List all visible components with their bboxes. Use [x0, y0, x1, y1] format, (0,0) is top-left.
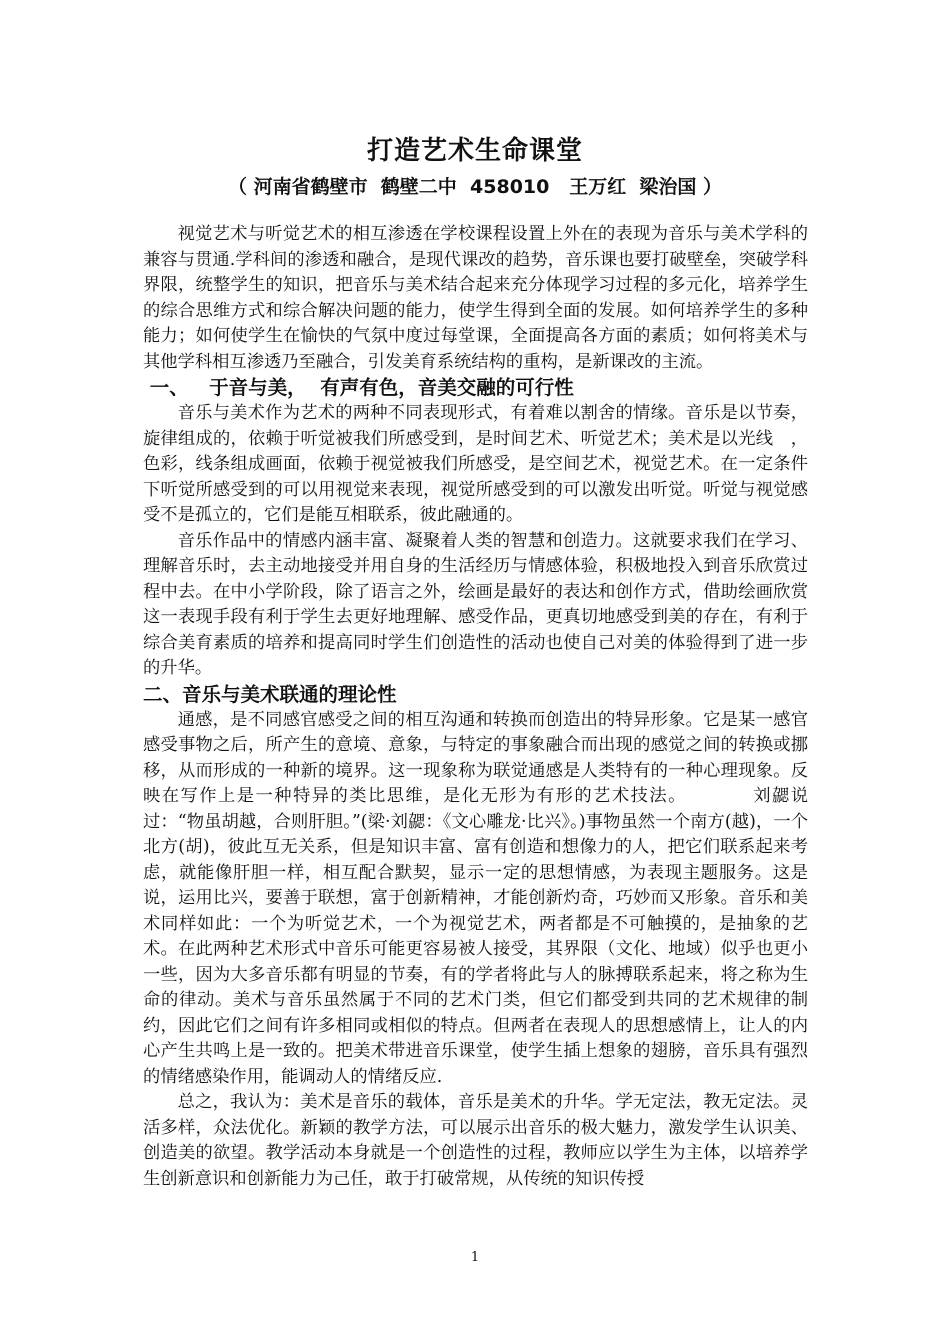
section1-paragraph-2: 音乐作品中的情感内涵丰富、凝聚着人类的智慧和创造力。这就要求我们在学习、理解音乐时，去主动地接受并用自身的生活经历与情感体验，积极地投入到音乐欣赏过程中去。在中小学阶段，除了语言之外，绘画是最好的表达和创作方式，借助绘画欣赏这一表现手段有利于学生去更好地理解、感受作品，更真切地感受到美的存在，有利于综合美育素质的培养和提高同时学生们创造性的活动也使自己对美的体验得到了进一步的升华。: [143, 530, 808, 678]
section1-paragraph-1: 音乐与美术作为艺术的两种不同表现形式，有着难以割舍的情缘。音乐是以节奏，旋律组成的，依赖于听觉被我们所感受到，是时间艺术、听觉艺术；美术是以光线 ，色彩，线条组成画面，依赖于视觉被我们所感受，是空间艺术，视觉艺术。在一定条件下听觉所感受到的可以用视觉来表现，视觉所感受到的可以激发出听觉。听觉与视觉感受不是孤立的，它们是能互相联系，彼此融通的。: [143, 403, 808, 525]
document-body: [143, 222, 808, 1192]
section-heading-2: 二、音乐与美术联通的理论性: [143, 682, 397, 706]
section2-paragraph-1: 通感，是不同感官感受之间的相互沟通和转换而创造出的特异形象。它是某一感官感受事物之后，所产生的意境、意象，与特定的事象融合而出现的感觉之间的转换或挪移，从而形成的一种新的境界。这一现象称为联觉通感是人类特有的一种心理现象。反映在写作上是一种特异的类比思维，是化无形为有形的艺术技法。 刘勰说过：“物虽胡越，合则肝胆。”(梁·刘勰：《文心雕龙·比兴》。)事物虽然一个南方(越)，一个北方(胡)，彼此互无关系，但是知识丰富、富有创造和想像力的人，把它们联系起来考虑，就能像肝胆一样，相互配合默契，显示一定的思想情感，为表现主题服务。这是说，运用比兴，要善于联想，富于创新精神，才能创新灼奇，巧妙而又形象。音乐和美术同样如此：一个为听觉艺术，一个为视觉艺术，两者都是不可触摸的，是抽象的艺术。在此两种艺术形式中音乐可能更容易被人接受，其界限（文化、地域）似乎也更小一些，因为大多音乐都有明显的节奏，有的学者将此与人的脉搏联系起来，将之称为生命的律动。美术与音乐虽然属于不同的艺术门类，但它们都受到共同的艺术规律的制约，因此它们之间有许多相同或相似的特点。但两者在表现人的思想感情上，让人的内心产生共鸣上是一致的。把美术带进音乐课堂，使学生插上想象的翅膀，音乐具有强烈的情绪感染作用，能调动人的情绪反应.: [143, 709, 808, 1087]
section-heading-1: 一、 于音与美， 有声有色，音美交融的可行性: [143, 376, 574, 399]
author-byline: （ 河南省鹤壁市 鹤壁二中 458010 王万红 梁治国 ）: [227, 176, 723, 198]
document-title: 打造艺术生命课堂: [366, 136, 583, 166]
intro-paragraph: 视觉艺术与听觉艺术的相互渗透在学校课程设置上外在的表现为音乐与美术学科的兼容与贯通.学科间的渗透和融合，是现代课改的趋势，音乐课也要打破壁垒，突破学科界限，统整学生的知识，把音乐与美术结合起来充分体现学习过程的多元化，培养学生的综合思维方式和综合解决问题的能力，使学生得到全面的发展。如何培养学生的多种能力；如何使学生在愉快的气氛中度过每堂课，全面提高各方面的素质；如何将美术与其他学科相互渗透乃至融合，引发美育系统结构的重构，是新课改的主流。: [143, 224, 808, 372]
page-number: 1: [470, 1250, 480, 1265]
section2-paragraph-2: 总之，我认为：美术是音乐的载体，音乐是美术的升华。学无定法，教无定法。灵活多样，众法优化。新颖的教学方法，可以展示出音乐的极大魅力，激发学生认识美、创造美的欲望。教学活动本身就是一个创造性的过程，教师应以学生为主体，以培养学生创新意识和创新能力为己任，敢于打破常规，从传统的知识传授: [143, 1092, 808, 1189]
